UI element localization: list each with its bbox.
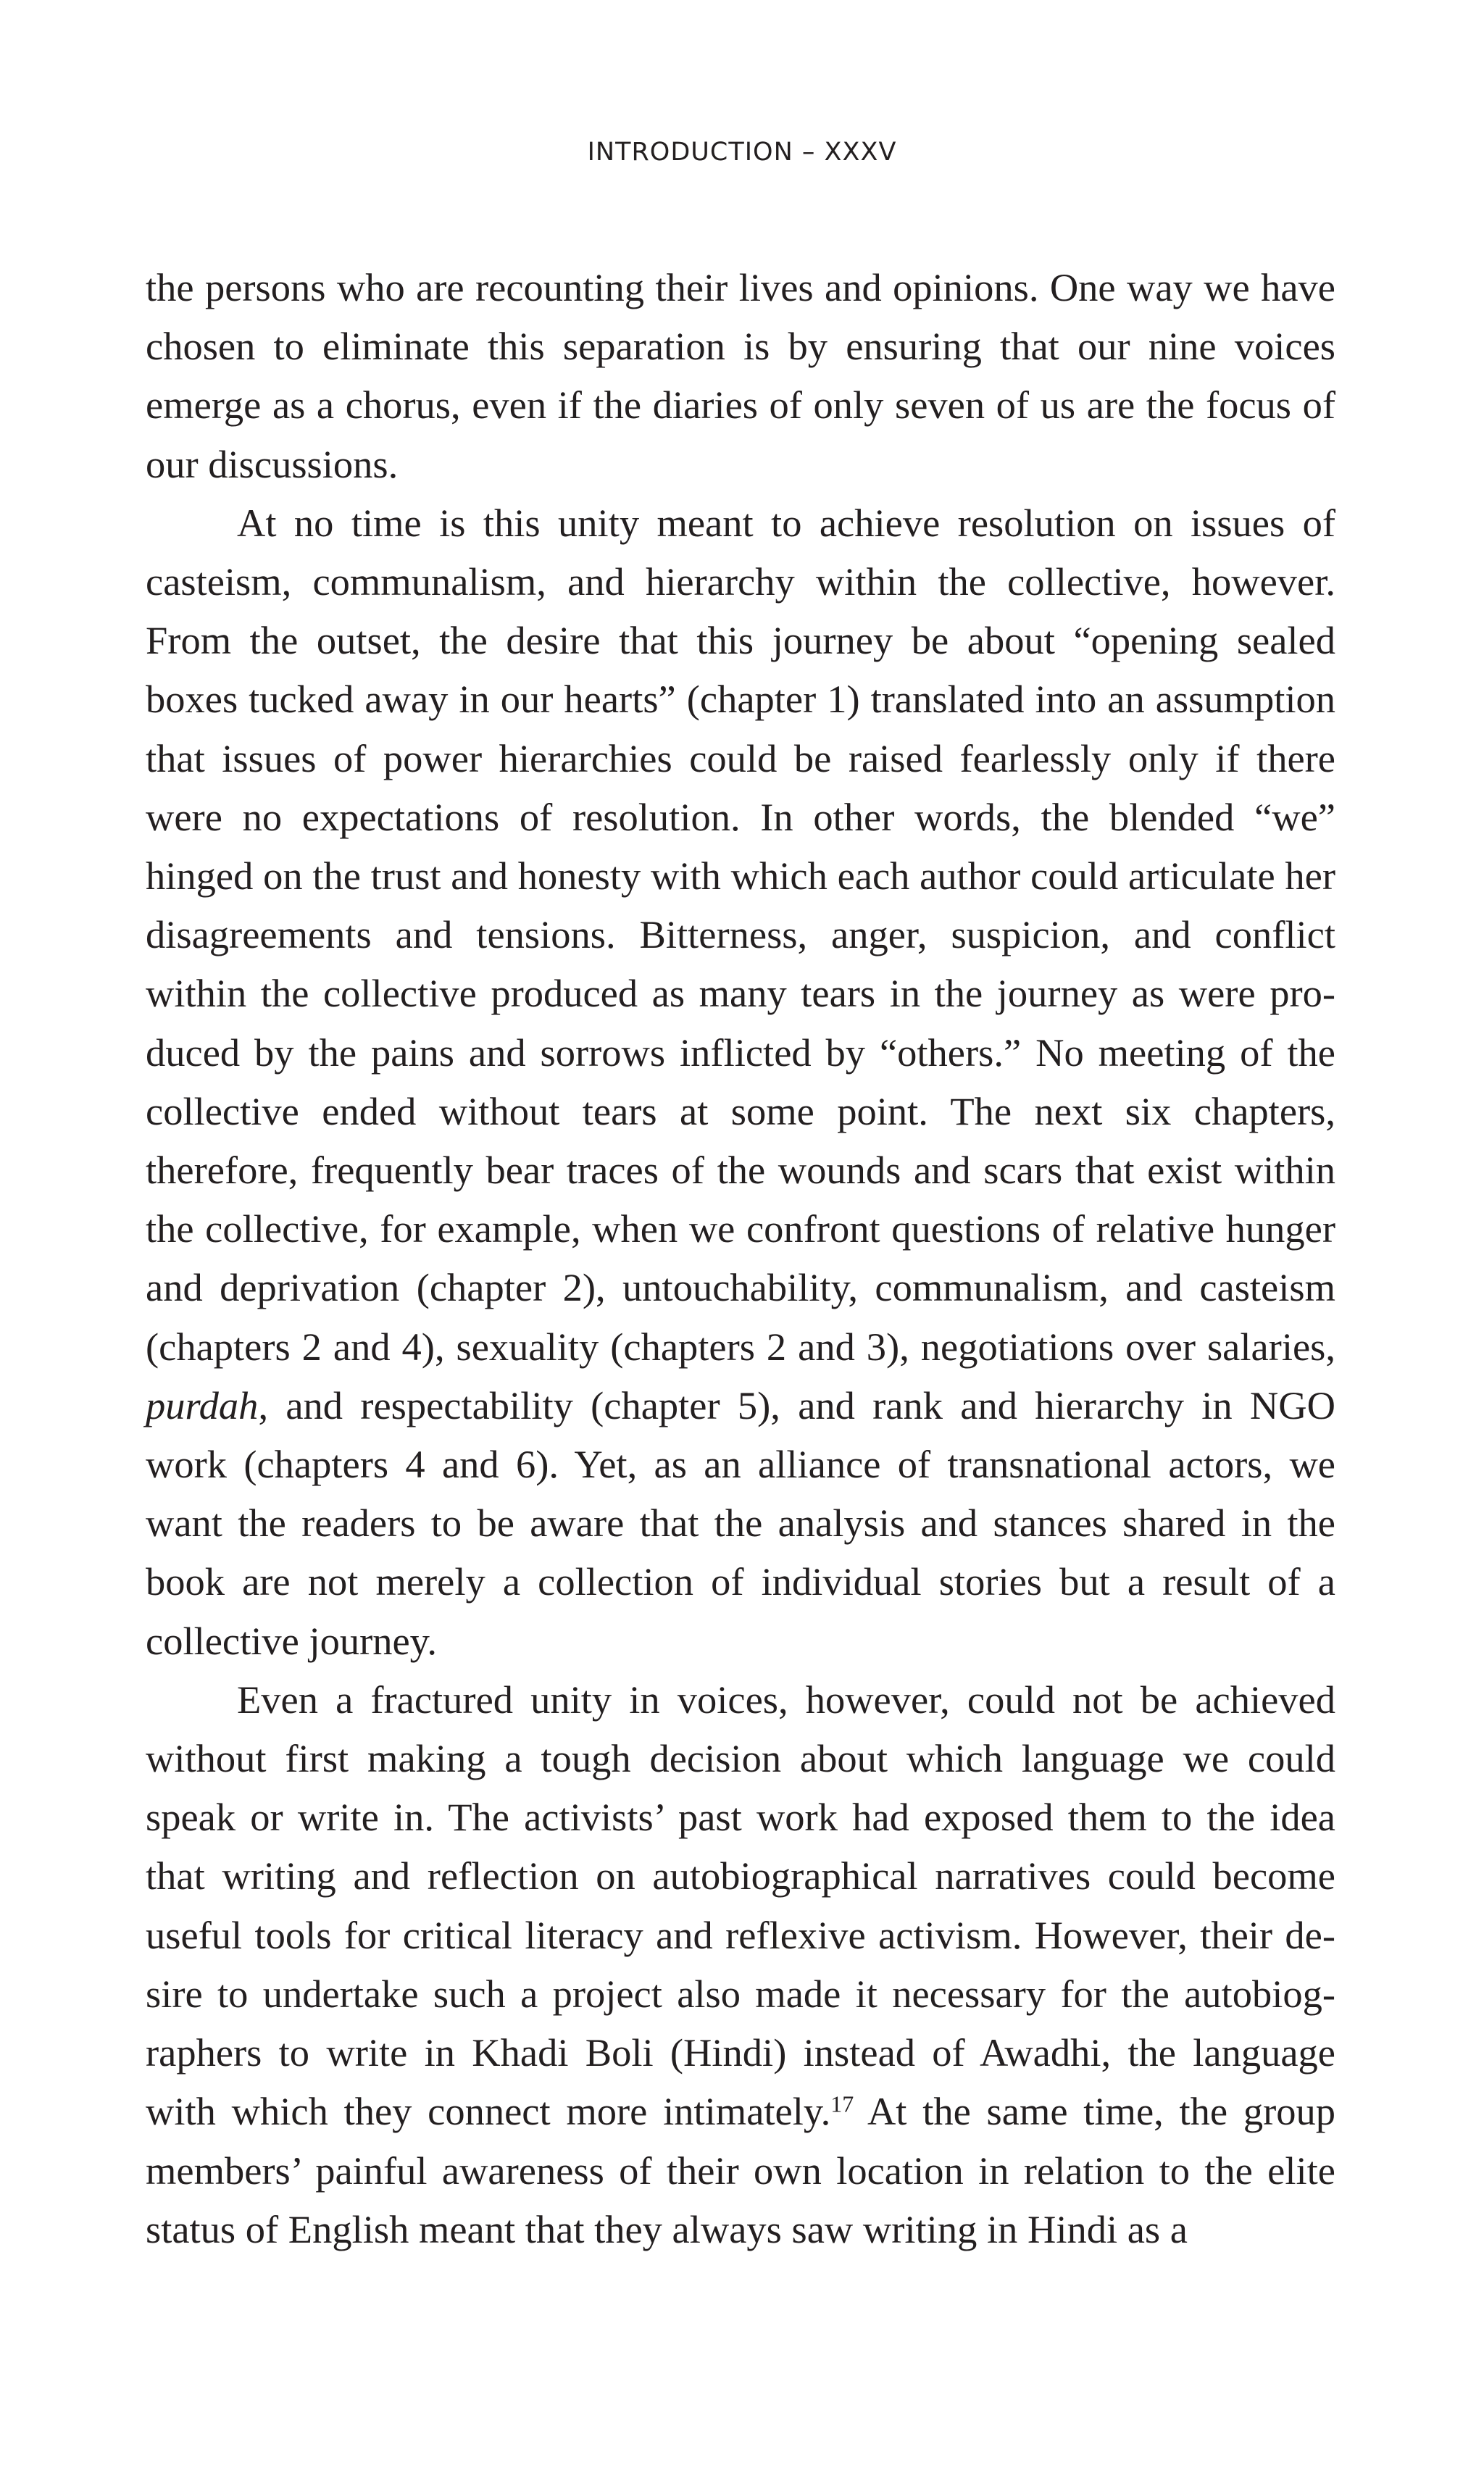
body-text	[146, 258, 1335, 2259]
paragraph-1: the persons who are recounting their lives and opinions. One way we have chosen to eliminate this separation is by ensuring that our nine voices emerge as a chorus, even if the diaries of only seven of us are the focus of our discussions.	[146, 265, 1335, 486]
paragraph-3	[146, 1670, 1335, 2259]
paragraph-3-part-a: Even a fractured unity in voices, however, could not be achieved without first making a tough decision about which language we could speak or write in. The activists’ past work had exposed them to the idea that writing and reflection on autobiographical narratives could become useful tools for critical literacy and reflexive activism. However, their desire to undertake such a project also made it necessary for the autobiographers to write in Khadi Boli (Hindi) instead of Awadhi, the language with which they connect more intimately.	[146, 1677, 1335, 2134]
footnote-reference: 17	[830, 2090, 854, 2117]
paragraph-2	[146, 493, 1335, 1670]
italic-term-purdah: purdah	[146, 1383, 259, 1427]
paragraph-3-part-b: At the same time, the group members’ painful awareness of their own location in relation to the elite status of English meant that they always saw writing in Hindi as a	[146, 2089, 1336, 2251]
paragraph-2-part-b: , and respectability (chapter 5), and rank and hierarchy in NGO work (chapters 4 and 6). Yet, as an alliance of transnational actors, we want the readers to be aware that the analysis and stances shared in the book are not merely a collection of individual stories but a result of a collective journey.	[146, 1383, 1335, 1663]
paragraph-2-part-a: At no time is this unity meant to achieve resolution on issues of casteism, communalism, and hierarchy within the collective, however. From the outset, the desire that this journey be about “opening sealed boxes tucked away in our hearts” (chapter 1) translated into an assumption that issues of power hierarchies could be raised fearlessly only if there were no expectations of resolution. In other words, the blended “we” hinged on the trust and honesty with which each author could articulate her disagreements and tensions. Bitterness, anger, suspicion, and conflict within the collective produced as many tears in the journey as were produced by the pains and sorrows inflicted by “others.” No meeting of the collective ended without tears at some point. The next six chapters, therefore, frequently bear traces of the wounds and scars that exist within the collective, for example, when we confront questions of relative hunger and deprivation (chapter 2), untouchability, communalism, and casteism (chapters 2 and 4), sexuality (chapters 2 and 3), negotiations over salaries,	[146, 500, 1335, 1369]
running-head: INTRODUCTION – XXXV	[587, 138, 897, 167]
